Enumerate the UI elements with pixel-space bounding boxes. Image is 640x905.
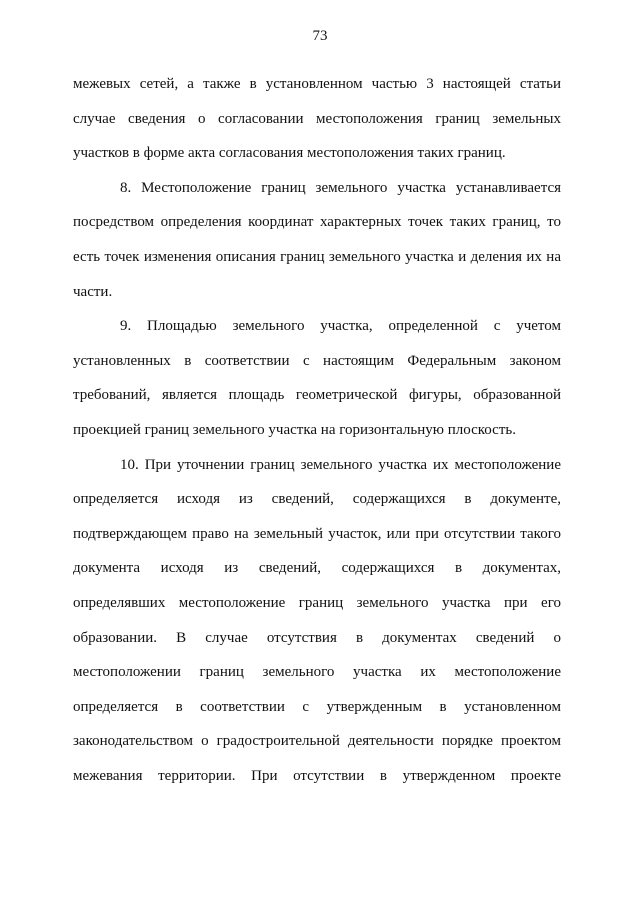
text-line: 8. Местоположение границ земельного участка устанавливается [120, 179, 561, 196]
paragraph-item-8 [73, 176, 561, 314]
text-line: определяется исходя из сведений, содержащихся в документе, [73, 491, 561, 508]
text-line: законодательством о градостроительной деятельности порядке проектом [73, 733, 561, 750]
text-line: образовании. В случае отсутствия в документах сведений о [73, 629, 561, 646]
text-line: 10. При уточнении границ земельного участка их местоположение [120, 456, 561, 473]
text-line: случае сведения о согласовании местоположения границ земельных [73, 110, 561, 127]
text-line: документа исходя из сведений, содержащихся в документах, [73, 560, 561, 577]
text-line: требований, является площадь геометрической фигуры, образованной [73, 387, 561, 404]
text-line: части. [73, 283, 113, 300]
text-line: участков в форме акта согласования местоположения таких границ. [73, 145, 506, 162]
paragraph-item-10 [73, 453, 561, 799]
text-line: установленных в соответствии с настоящим Федеральным законом [73, 352, 561, 369]
text-line: местоположении границ земельного участка их местоположение [73, 664, 561, 681]
paragraph-continuation [73, 72, 561, 176]
text-line: межевания территории. При отсутствии в утвержденном проекте [73, 767, 561, 784]
text-line: 9. Площадью земельного участка, определенной с учетом [120, 318, 561, 335]
page-number: 73 [312, 28, 328, 44]
text-line: есть точек изменения описания границ земельного участка и деления их на [73, 248, 561, 265]
text-line: подтверждающем право на земельный участок, или при отсутствии такого [73, 525, 561, 542]
text-line: посредством определения координат характерных точек таких границ, то [73, 214, 561, 231]
paragraph-item-9 [73, 314, 561, 452]
text-line: определяется в соответствии с утвержденным в установленном [73, 698, 561, 715]
text-line: межевых сетей, а также в установленном частью 3 настоящей статьи [73, 76, 561, 92]
text-line: определявших местоположение границ земельного участка при его [73, 594, 561, 611]
text-line: проекцией границ земельного участка на горизонтальную плоскость. [73, 421, 516, 438]
document-body [73, 72, 561, 798]
